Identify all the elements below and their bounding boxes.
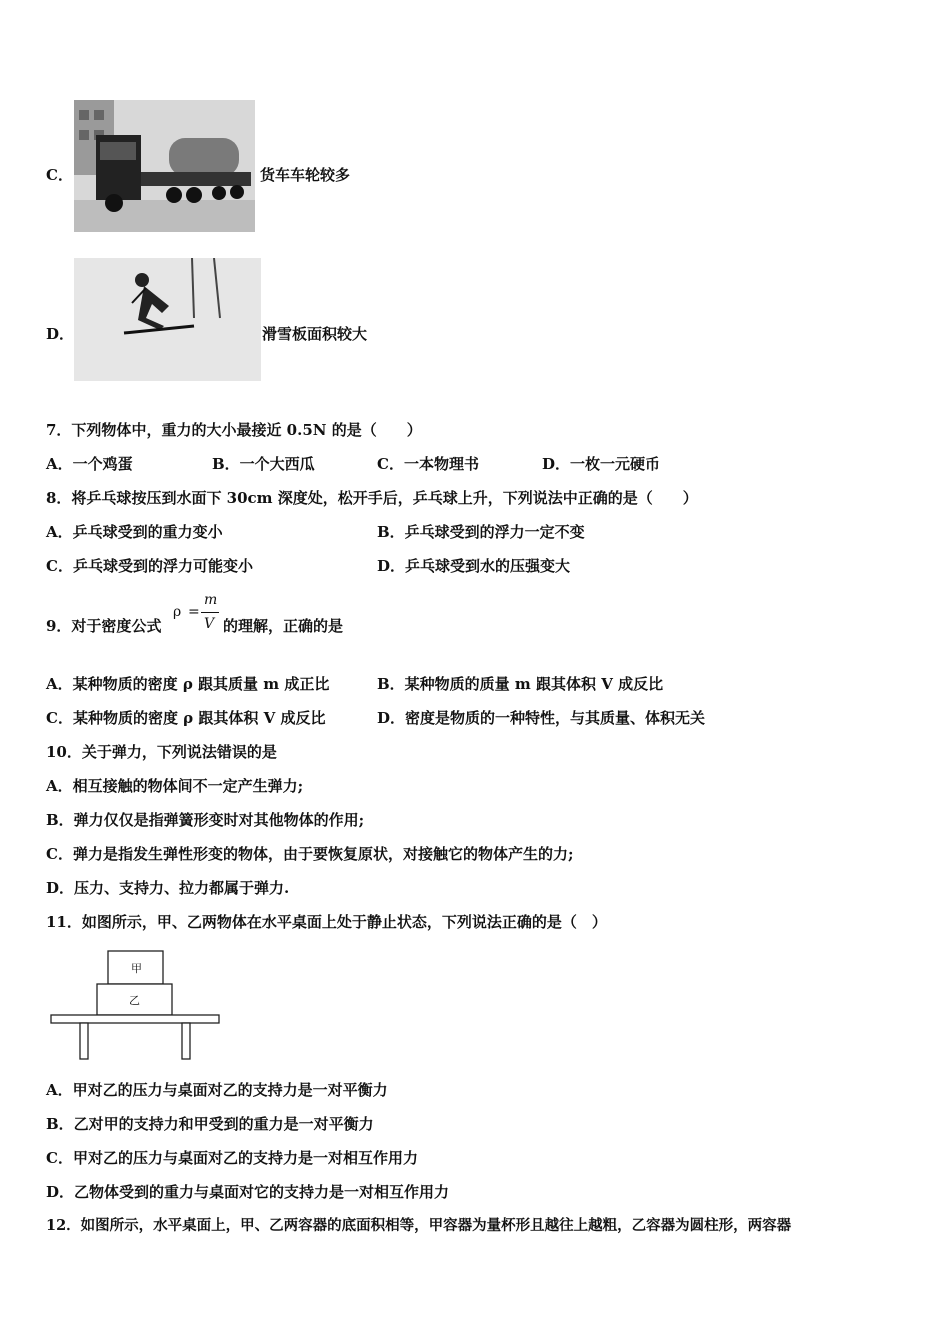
q11-option-d: D．乙物体受到的重力与桌面对它的支持力是一对相互作用力 [46,1183,450,1201]
q9-option-a: A．某种物质的密度 ρ 跟其质量 m 成正比 [46,675,330,693]
q9-option-d: D．密度是物质的一种特性，与其质量、体积无关 [377,709,706,727]
formula-numerator: m [204,592,218,608]
q8-option-c: C．乒乓球受到的浮力可能变小 [46,557,253,575]
formula-denominator: V [204,616,215,632]
formula-rho: ρ [173,604,182,620]
block-jia-label: 甲 [131,962,142,975]
question-7-stem: 7．下列物体中，重力的大小最接近 0.5N 的是（ ） [46,421,422,439]
q7-option-c: C．一本物理书 [377,455,479,473]
truck-photo [74,100,255,232]
q7-option-b: B．一个大西瓜 [212,455,315,473]
question-9-stem-pre: 9．对于密度公式 [46,617,162,635]
option-c-text: 货车车轮较多 [260,166,351,184]
question-11-stem: 11．如图所示，甲、乙两物体在水平桌面上处于静止状态，下列说法正确的是（ ） [46,913,607,931]
q7-option-d: D．一枚一元硬币 [542,455,661,473]
skier-photo [74,258,261,381]
q8-option-b: B．乒乓球受到的浮力一定不变 [377,523,585,541]
q8-option-a: A．乒乓球受到的重力变小 [46,523,223,541]
question-10-stem: 10．关于弹力，下列说法错误的是 [46,743,277,761]
q8-option-d: D．乒乓球受到水的压强变大 [377,557,571,575]
q11-option-b: B．乙对甲的支持力和甲受到的重力是一对平衡力 [46,1115,374,1133]
q9-option-b: B．某种物质的质量 m 跟其体积 V 成反比 [377,675,664,693]
q10-option-b: B．弹力仅仅是指弹簧形变时对其他物体的作用; [46,811,365,829]
question-8-stem: 8．将乒乓球按压到水面下 30cm 深度处，松开手后，乒乓球上升，下列说法中正确的是（ ） [46,489,698,507]
q10-option-a: A．相互接触的物体间不一定产生弹力; [46,777,304,795]
q10-option-d: D．压力、支持力、拉力都属于弹力. [46,879,290,897]
option-c-label: C． [46,166,73,184]
question-9-stem-post: 的理解，正确的是 [223,617,344,635]
block-yi-label: 乙 [129,994,140,1007]
fraction-bar [201,612,219,613]
question-12-stem: 12．如图所示，水平桌面上，甲、乙两容器的底面积相等，甲容器为量杯形且越往上越粗，乙容器为圆柱形，两容器 [46,1217,792,1234]
q9-option-c: C．某种物质的密度 ρ 跟其体积 V 成反比 [46,709,326,727]
q11-option-c: C．甲对乙的压力与桌面对乙的支持力是一对相互作用力 [46,1149,418,1167]
option-d-text: 滑雪板面积较大 [262,325,368,343]
option-d-label: D． [46,325,75,343]
q11-option-a: A．甲对乙的压力与桌面对乙的支持力是一对平衡力 [46,1081,388,1099]
q7-option-a: A．一个鸡蛋 [46,455,133,473]
formula-equals: = [188,604,200,620]
q10-option-c: C．弹力是指发生弹性形变的物体，由于要恢复原状，对接触它的物体产生的力; [46,845,574,863]
